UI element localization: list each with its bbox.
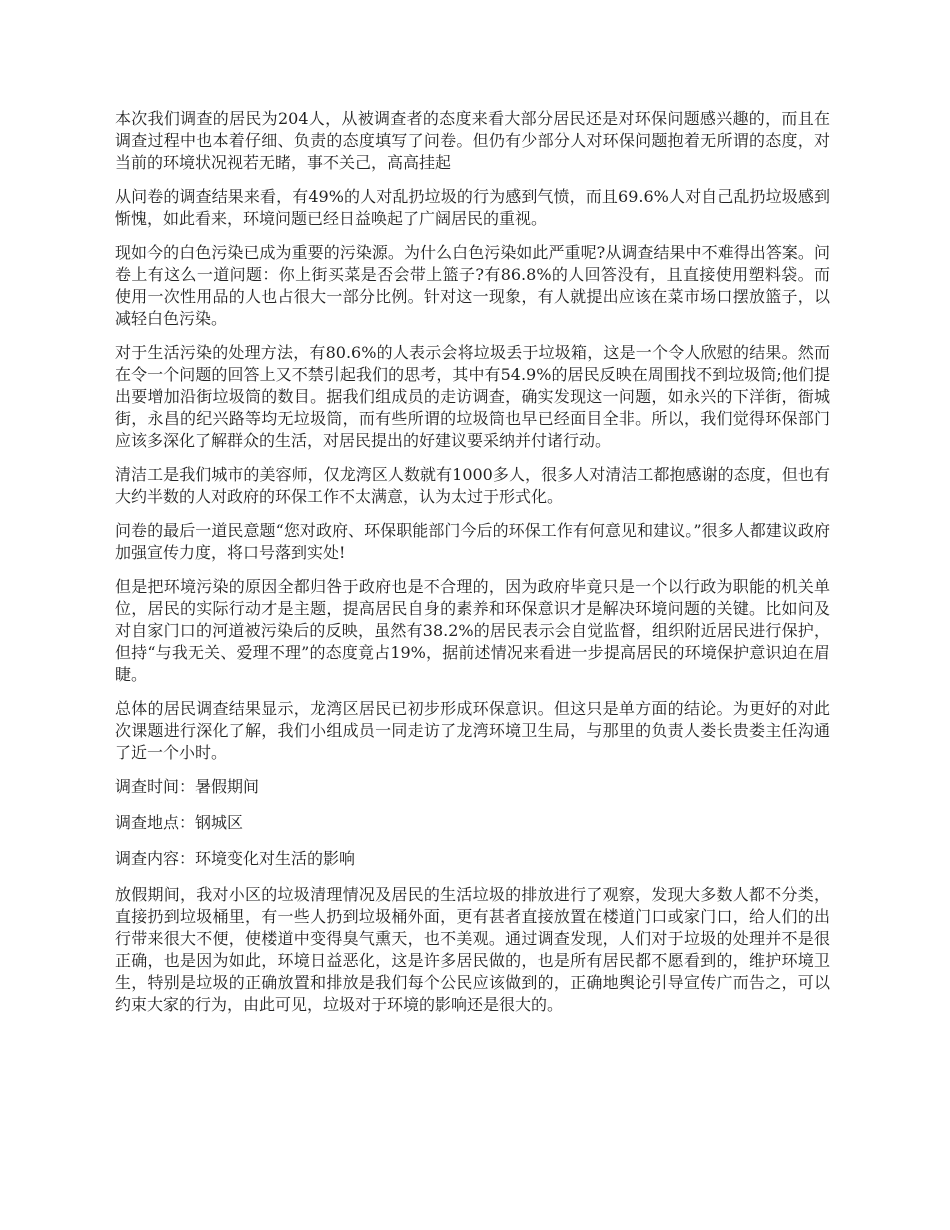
paragraph-white-pollution: 现如今的白色污染已成为重要的污染源。为什么白色污染如此严重呢?从调查结果中不难得出答案。问卷上有这么一道问题：你上街买菜是否会带上篮子?有86.8%的人回答没有，且直接使用塑料袋。而使用一次性用品的人也占很大一部分比例。针对这一现象，有人就提出应该在菜市场口摆放篮子，以减轻白色污染。 (115, 243, 830, 328)
paragraph-waste-disposal: 对于生活污染的处理方法，有80.6%的人表示会将垃圾丢于垃圾箱，这是一个令人欣慰的结果。然而在令一个问题的回答上又不禁引起我们的思考，其中有54.9%的居民反映在周围找不到垃圾筒;他们提出要增加沿街垃圾筒的数目。据我们组成员的走访调查，确实发现这一问题，如永兴的下洋街，衙城街，永昌的纪兴路等均无垃圾筒，而有些所谓的垃圾筒也早已经面目全非。所以，我们觉得环保部门应该多深化了解群众的生活，对居民提出的好建议要采纳并付诸行动。 (115, 343, 830, 450)
paragraph-overall-results: 总体的居民调查结果显示，龙湾区居民已初步形成环保意识。但这只是单方面的结论。为更好的对此次课题进行深化了解，我们小组成员一同走访了龙湾环境卫生局，与那里的负责人娄长贵娄主任沟通了近一个小时。 (115, 699, 830, 762)
paragraph-littering-results: 从问卷的调查结果来看，有49%的人对乱扔垃圾的行为感到气愤，而且69.6%人对自己乱扔垃圾感到惭愧，如此看来，环境问题已经日益唤起了广阔居民的重视。 (115, 187, 830, 228)
survey-time: 调查时间：暑假期间 (115, 777, 260, 796)
paragraph-cleaners: 清洁工是我们城市的美容师，仅龙湾区人数就有1000多人，很多人对清洁工都抱感谢的态度，但也有大约半数的人对政府的环保工作不太满意，认为太过于形式化。 (115, 465, 830, 506)
survey-content: 调查内容：环境变化对生活的影响 (115, 849, 356, 868)
paragraph-final-question: 问卷的最后一道民意题“您对政府、环保职能部门今后的环保工作有何意见和建议。”很多人都建议政府加强宣传力度，将口号落到实处! (115, 521, 830, 562)
survey-location: 调查地点：钢城区 (115, 813, 244, 832)
paragraph-resident-responsibility: 但是把环境污染的原因全都归咎于政府也是不合理的，因为政府毕竟只是一个以行政为职能的机关单位，居民的实际行动才是主题，提高居民自身的素养和环保意识才是解决环境问题的关键。比如问及对自家门口的河道被污染后的反映，虽然有38.2%的居民表示会自觉监督，组织附近居民进行保护，但持“与我无关、爱理不理”的态度竟占19%，据前述情况来看进一步提高居民的环境保护意识迫在眉睫。 (115, 577, 830, 684)
paragraph-observation: 放假期间，我对小区的垃圾清理情况及居民的生活垃圾的排放进行了观察，发现大多数人都不分类，直接扔到垃圾桶里，有一些人扔到垃圾桶外面，更有甚者直接放置在楼道门口或家门口，给人们的出行带来很大不便，使楼道中变得臭气熏天，也不美观。通过调查发现，人们对于垃圾的处理并不是很正确，也是因为如此，环境日益恶化，这是许多居民做的，也是所有居民都不愿看到的，维护环境卫生，特别是垃圾的正确放置和排放是我们每个公民应该做到的，正确地舆论引导宣传广而告之，可以约束大家的行为，由此可见，垃圾对于环境的影响还是很大的。 (115, 885, 830, 1014)
paragraph-survey-intro: 本次我们调查的居民为204人，从被调查者的态度来看大部分居民还是对环保问题感兴趣的，而且在调查过程中也本着仔细、负责的态度填写了问卷。但仍有少部分人对环保问题抱着无所谓的态度，对当前的环境状况视若无睹，事不关己，高高挂起 (115, 109, 830, 172)
document-body (115, 108, 830, 1028)
